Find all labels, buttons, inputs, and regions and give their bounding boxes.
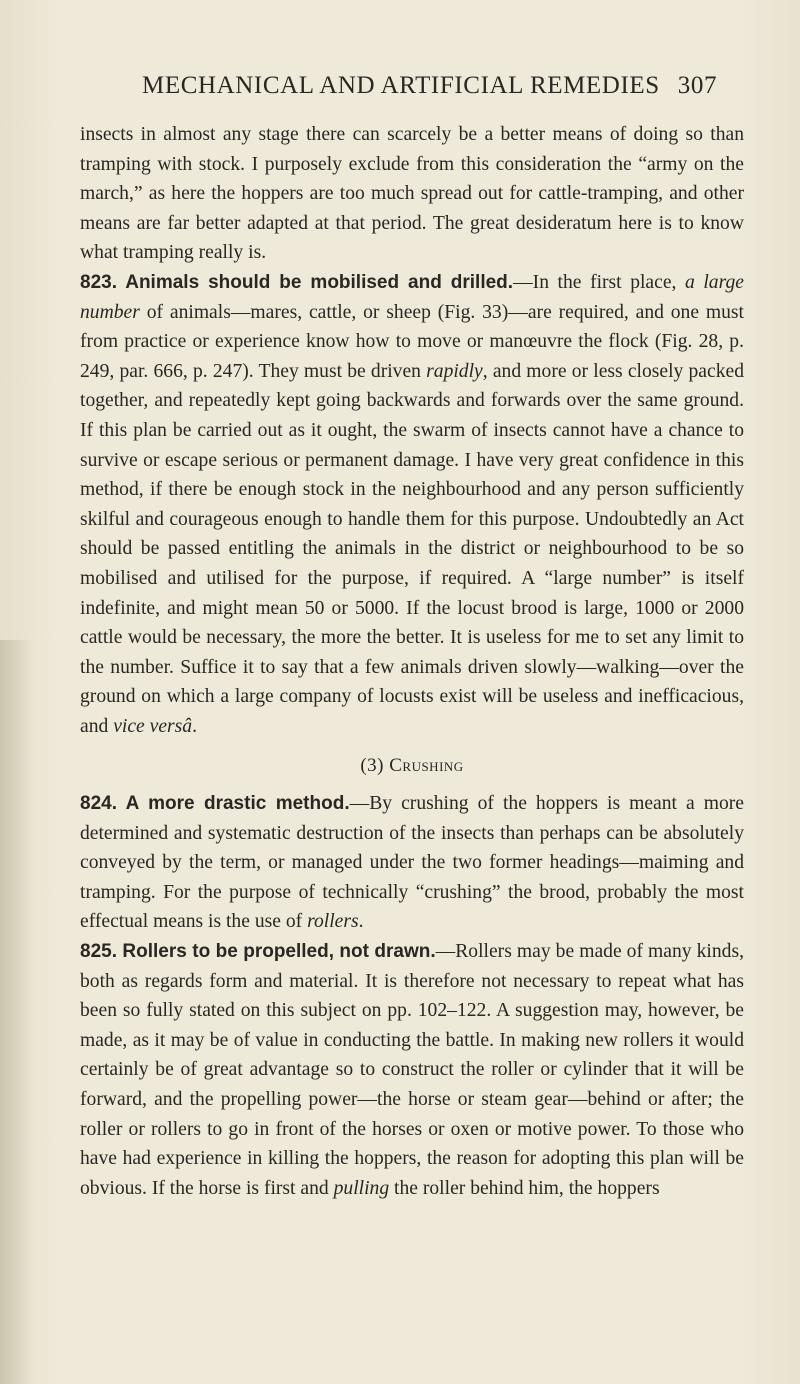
text-run: —Rollers may be made of many kinds, both as regards form and material. It is therefore not necessary to repeat what has been so fully stated on this subject on pp. 102–122. A suggestion may, however, be made, as it may be of value in conducting the battle. In making new rollers it would certainly be of great advantage so to construct the roller or cylinder that it will be forward, and the propelling power—the horse or steam gear—behind or after; the roller or rollers to go in front of the horses or oxen or motive power. To those who have had experience in killing the hoppers, the reason for adopting this plan will be obvious. If the horse is first and bbox=[80, 941, 744, 1199]
running-title: MECHANICAL AND ARTIFICIAL REMEDIES bbox=[142, 72, 660, 99]
text-run: , and more or less closely packed together, and repeatedly kept going backwards and forwards over the same ground. If this plan be carried out as it ought, the swarm of insects cannot have a chance to survive or escape serious or permanent damage. I have very great confidence in this method, if there be enough stock in the neighbourhood and any person sufficiently skilful and courageous enough to handle them for this purpose. Undoubtedly an Act should be passed entitling the animals in the district or neighbourhood to be so mobilised and utilised for the purpose, if required. A “large number” is itself indefinite, and might mean 50 or 5000. If the locust brood is large, 1000 or 2000 cattle would be necessary, the more the better. It is useless for me to set any limit to the number. Suffice it to say that a few animals driven slowly—walking—over the ground on which a large company of locusts exist will be useless and inefficacious, and bbox=[80, 360, 744, 737]
text-run: . bbox=[192, 715, 197, 737]
paragraph-824 bbox=[80, 789, 744, 937]
italic-run: a large number bbox=[80, 271, 744, 323]
paragraph-823 bbox=[80, 268, 744, 742]
paragraph-823-heading: 823. Animals should be mobilised and drilled. bbox=[80, 271, 514, 293]
italic-run: vice versâ bbox=[113, 715, 193, 737]
text-run: the roller behind him, the hoppers bbox=[389, 1177, 660, 1199]
paragraph-825 bbox=[80, 937, 744, 1203]
italic-run: pulling bbox=[333, 1177, 390, 1199]
page-edge-shadow bbox=[0, 640, 34, 1384]
italic-run: rapidly bbox=[426, 360, 483, 382]
section-number: (3) bbox=[360, 755, 384, 777]
section-heading bbox=[80, 751, 744, 781]
running-header bbox=[142, 72, 742, 100]
paragraph-intro: insects in almost any stage there can scarcely be a better means of doing so than tramping with stock. I purposely exclude from this consideration the “army on the march,” as here the hoppers are too much spread out for cattle-tramping, and other means are far better adapted at that period. The great desideratum here is to know what tramping really is. bbox=[80, 124, 744, 264]
text-run: —By crushing of the hoppers is meant a more determined and systematic destruction of the insects than perhaps can be absolutely conveyed by the term, or managed under the two former headings—maiming and tramping. For the purpose of technically “crushing” the brood, probably the most effectual means is the use of bbox=[80, 793, 744, 933]
text-run: of animals—mares, cattle, or sheep (Fig. 33)—are required, and one must from practice or experience know how to move or manœuvre the flock (Fig. 28, p. 249, par. 666, p. 247). They must be driven bbox=[80, 301, 744, 382]
text-run: . bbox=[358, 911, 364, 933]
section-title: Crushing bbox=[389, 755, 464, 777]
text-run: —In the first place, bbox=[513, 271, 685, 293]
italic-run: rollers bbox=[307, 911, 359, 933]
page-body bbox=[80, 120, 744, 1203]
page-number: 307 bbox=[677, 72, 718, 99]
paragraph-824-heading: 824. A more drastic method. bbox=[80, 793, 350, 815]
paragraph-825-heading: 825. Rollers to be propelled, not drawn. bbox=[80, 941, 436, 963]
